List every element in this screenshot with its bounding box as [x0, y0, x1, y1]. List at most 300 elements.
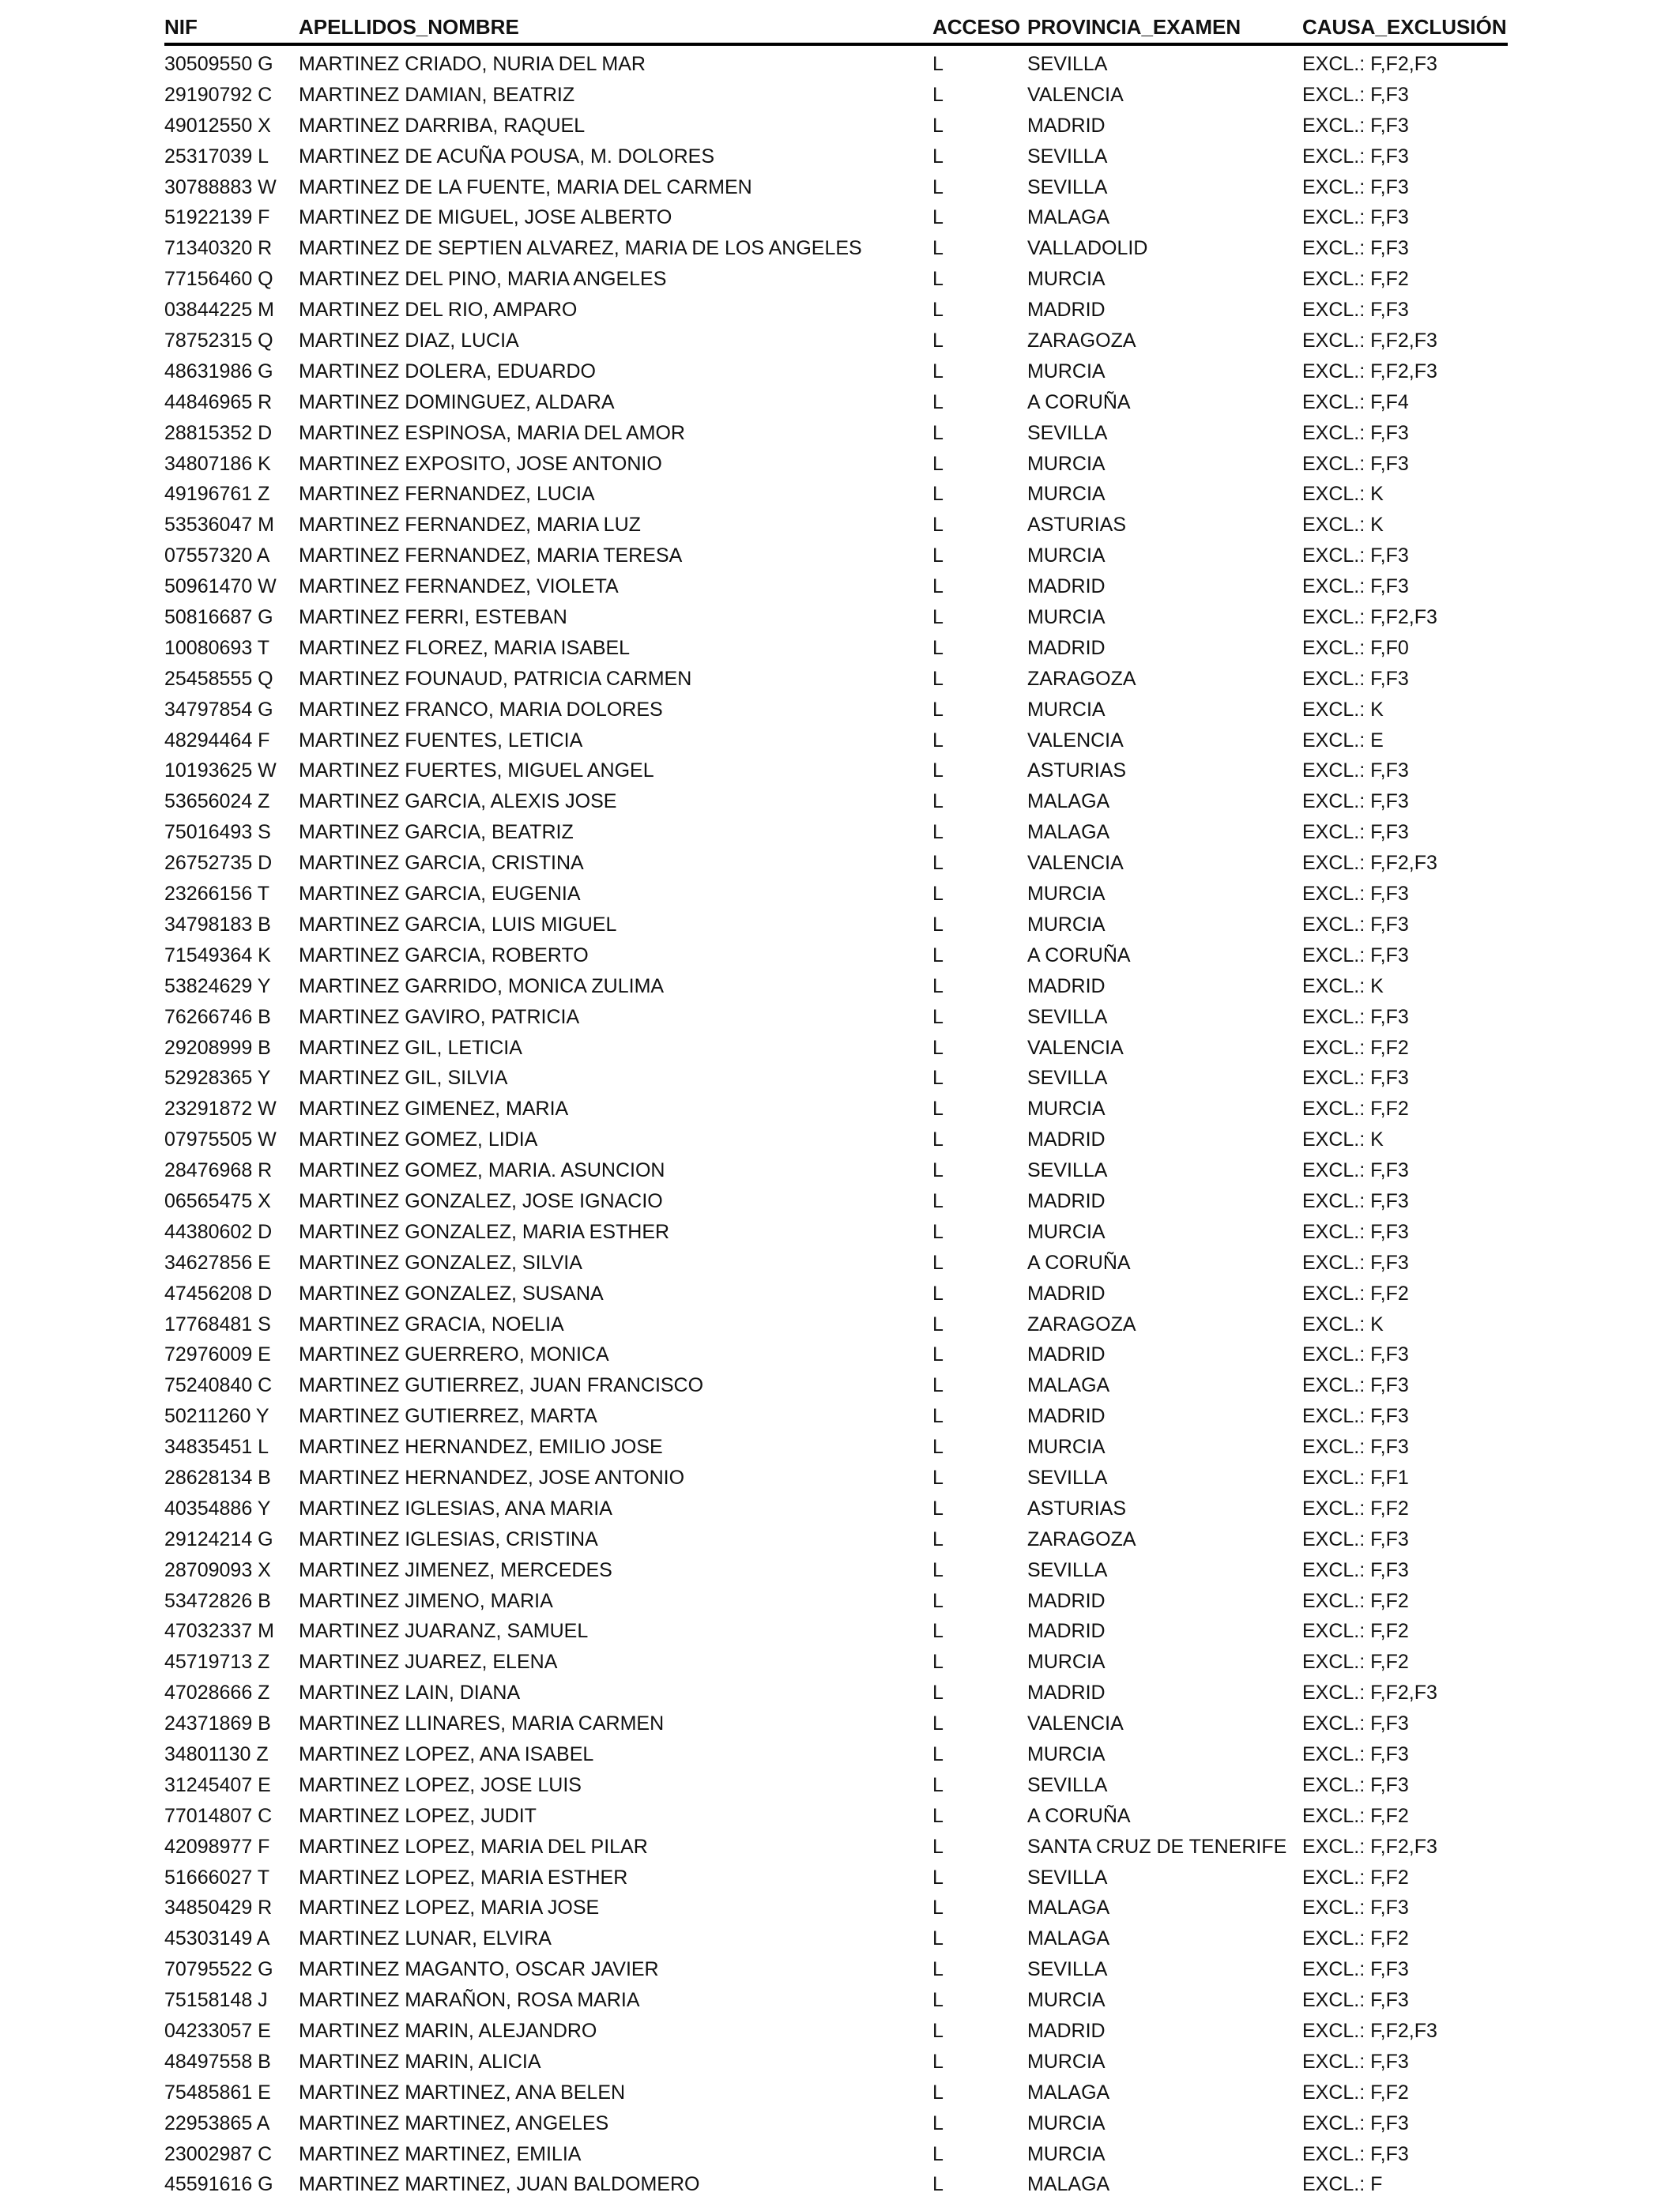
provincia-cell: VALENCIA	[1027, 852, 1124, 875]
causa-cell: EXCL.: F,F3	[1302, 2050, 1409, 2073]
acceso-cell: L	[932, 667, 944, 690]
causa-cell: EXCL.: F,F3	[1302, 1220, 1409, 1243]
nif-cell: 70795522 G	[164, 1958, 273, 1981]
nif-cell: 26752735 D	[164, 852, 273, 875]
name-cell: MARTINEZ GAVIRO, PATRICIA	[299, 1005, 580, 1028]
table-row	[164, 2078, 1508, 2108]
acceso-cell: L	[932, 145, 944, 168]
acceso-cell: L	[932, 974, 944, 997]
provincia-cell: VALENCIA	[1027, 729, 1124, 752]
provincia-cell: SEVILLA	[1027, 1067, 1108, 1090]
table-row	[164, 295, 1508, 326]
table-row	[164, 879, 1508, 910]
provincia-cell: MADRID	[1027, 299, 1106, 322]
nif-cell: 34850429 R	[164, 1897, 273, 1919]
name-cell: MARTINEZ MARIN, ALICIA	[299, 2050, 541, 2073]
table-row	[164, 725, 1508, 756]
causa-cell: EXCL.: F,F3	[1302, 883, 1409, 906]
name-cell: MARTINEZ DOLERA, EDUARDO	[299, 360, 596, 382]
provincia-cell: MADRID	[1027, 1589, 1106, 1612]
causa-cell: EXCL.: F,F3	[1302, 1897, 1409, 1919]
acceso-cell: L	[932, 1804, 944, 1827]
acceso-cell: L	[932, 1159, 944, 1182]
acceso-cell: L	[932, 1528, 944, 1550]
causa-cell: EXCL.: E	[1302, 729, 1384, 752]
causa-cell: EXCL.: F,F3	[1302, 544, 1409, 567]
acceso-cell: L	[932, 53, 944, 75]
acceso-cell: L	[932, 330, 944, 352]
acceso-cell: L	[932, 1313, 944, 1335]
acceso-cell: L	[932, 1589, 944, 1612]
nif-cell: 34807186 K	[164, 452, 271, 475]
causa-cell: EXCL.: F,F3	[1302, 1343, 1409, 1366]
provincia-cell: MADRID	[1027, 1128, 1106, 1151]
name-cell: MARTINEZ MAGANTO, OSCAR JAVIER	[299, 1958, 659, 1981]
provincia-cell: MURCIA	[1027, 1651, 1106, 1674]
name-cell: MARTINEZ LOPEZ, MARIA ESTHER	[299, 1866, 628, 1889]
provincia-cell: MURCIA	[1027, 268, 1106, 291]
nif-cell: 28628134 B	[164, 1466, 271, 1489]
nif-cell: 44380602 D	[164, 1220, 273, 1243]
provincia-cell: SEVILLA	[1027, 421, 1108, 444]
provincia-cell: VALENCIA	[1027, 1036, 1124, 1059]
name-cell: MARTINEZ DIAZ, LUCIA	[299, 330, 519, 352]
acceso-cell: L	[932, 2050, 944, 2073]
acceso-cell: L	[932, 544, 944, 567]
nif-cell: 53536047 M	[164, 514, 275, 537]
name-cell: MARTINEZ LAIN, DIANA	[299, 1682, 521, 1705]
nif-cell: 25458555 Q	[164, 667, 273, 690]
table-row	[164, 664, 1508, 695]
table-row	[164, 202, 1508, 233]
acceso-cell: L	[932, 1466, 944, 1489]
causa-cell: EXCL.: K	[1302, 698, 1384, 721]
acceso-cell: L	[932, 299, 944, 322]
nif-cell: 51922139 F	[164, 206, 270, 229]
causa-cell: EXCL.: F,F2,F3	[1302, 53, 1437, 75]
provincia-cell: MURCIA	[1027, 1098, 1106, 1121]
acceso-cell: L	[932, 636, 944, 659]
provincia-cell: A CORUÑA	[1027, 390, 1131, 413]
acceso-cell: L	[932, 821, 944, 844]
nif-cell: 17768481 S	[164, 1313, 271, 1335]
causa-cell: EXCL.: F,F2,F3	[1302, 1682, 1437, 1705]
name-cell: MARTINEZ JIMENEZ, MERCEDES	[299, 1558, 612, 1581]
acceso-cell: L	[932, 1927, 944, 1950]
acceso-cell: L	[932, 944, 944, 966]
acceso-cell: L	[932, 2142, 944, 2165]
acceso-cell: L	[932, 1835, 944, 1858]
causa-cell: EXCL.: F,F3	[1302, 759, 1409, 782]
table-row	[164, 264, 1508, 295]
causa-cell: EXCL.: F,F3	[1302, 1436, 1409, 1459]
provincia-cell: MADRID	[1027, 1620, 1106, 1643]
acceso-cell: L	[932, 1866, 944, 1889]
name-cell: MARTINEZ GARCIA, ALEXIS JOSE	[299, 790, 617, 813]
table-row	[164, 2047, 1508, 2078]
nif-cell: 45591616 G	[164, 2173, 273, 2196]
acceso-cell: L	[932, 1374, 944, 1397]
causa-cell: EXCL.: F,F2	[1302, 2081, 1409, 2104]
causa-cell: EXCL.: F,F3	[1302, 667, 1409, 690]
nif-cell: 51666027 T	[164, 1866, 269, 1889]
provincia-cell: MURCIA	[1027, 913, 1106, 936]
acceso-cell: L	[932, 1497, 944, 1520]
acceso-cell: L	[932, 483, 944, 506]
table-row	[164, 80, 1508, 111]
nif-cell: 07557320 A	[164, 544, 270, 567]
provincia-cell: MADRID	[1027, 1682, 1106, 1705]
causa-cell: EXCL.: F,F3	[1302, 2142, 1409, 2165]
table-row	[164, 971, 1508, 1002]
name-cell: MARTINEZ ESPINOSA, MARIA DEL AMOR	[299, 421, 685, 444]
acceso-cell: L	[932, 2020, 944, 2042]
causa-cell: EXCL.: F,F2	[1302, 1866, 1409, 1889]
nif-cell: 34627856 E	[164, 1251, 271, 1274]
name-cell: MARTINEZ FRANCO, MARIA DOLORES	[299, 698, 663, 721]
provincia-cell: ZARAGOZA	[1027, 1528, 1136, 1550]
acceso-cell: L	[932, 2173, 944, 2196]
acceso-cell: L	[932, 729, 944, 752]
nif-cell: 24371869 B	[164, 1712, 271, 1735]
provincia-cell: MADRID	[1027, 1189, 1106, 1212]
causa-cell: EXCL.: F,F2,F3	[1302, 1835, 1437, 1858]
nif-cell: 28476968 R	[164, 1159, 273, 1182]
name-cell: MARTINEZ MARIN, ALEJANDRO	[299, 2020, 597, 2042]
table-row	[164, 1370, 1508, 1401]
causa-cell: EXCL.: F,F3	[1302, 1712, 1409, 1735]
name-cell: MARTINEZ GUTIERREZ, JUAN FRANCISCO	[299, 1374, 704, 1397]
table-row	[164, 479, 1508, 510]
acceso-cell: L	[932, 175, 944, 198]
table-row	[164, 1555, 1508, 1586]
causa-cell: EXCL.: F,F1	[1302, 1466, 1409, 1489]
causa-cell: EXCL.: F,F3	[1302, 1189, 1409, 1212]
provincia-cell: SEVILLA	[1027, 1466, 1108, 1489]
name-cell: MARTINEZ MARAÑON, ROSA MARIA	[299, 1989, 640, 2012]
causa-cell: EXCL.: F,F3	[1302, 1773, 1409, 1796]
name-cell: MARTINEZ DEL RIO, AMPARO	[299, 299, 578, 322]
acceso-cell: L	[932, 1189, 944, 1212]
name-cell: MARTINEZ JIMENO, MARIA	[299, 1589, 553, 1612]
header-apellidos-nombre: APELLIDOS_NOMBRE	[299, 15, 519, 39]
table-row	[164, 2139, 1508, 2170]
table-row	[164, 541, 1508, 571]
nif-cell: 10080693 T	[164, 636, 269, 659]
causa-cell: EXCL.: F,F2	[1302, 1927, 1409, 1950]
table-row	[164, 387, 1508, 418]
provincia-cell: MALAGA	[1027, 1897, 1110, 1919]
table-row	[164, 1309, 1508, 1340]
acceso-cell: L	[932, 360, 944, 382]
provincia-cell: ASTURIAS	[1027, 1497, 1127, 1520]
causa-cell: EXCL.: F,F3	[1302, 1958, 1409, 1981]
table-row	[164, 449, 1508, 480]
nif-cell: 77156460 Q	[164, 268, 273, 291]
nif-cell: 52928365 Y	[164, 1067, 271, 1090]
causa-cell: EXCL.: F,F3	[1302, 1067, 1409, 1090]
acceso-cell: L	[932, 1251, 944, 1274]
table-row	[164, 1339, 1508, 1370]
table-row	[164, 1186, 1508, 1217]
nif-cell: 23291872 W	[164, 1098, 277, 1121]
table-row	[164, 1463, 1508, 1494]
acceso-cell: L	[932, 883, 944, 906]
acceso-cell: L	[932, 1651, 944, 1674]
table-row	[164, 510, 1508, 541]
causa-cell: EXCL.: F,F2,F3	[1302, 606, 1437, 629]
nif-cell: 47456208 D	[164, 1282, 273, 1305]
acceso-cell: L	[932, 1405, 944, 1428]
nif-cell: 44846965 R	[164, 390, 273, 413]
table-row	[164, 1863, 1508, 1893]
table-row	[164, 1647, 1508, 1678]
name-cell: MARTINEZ GARCIA, EUGENIA	[299, 883, 581, 906]
header-acceso: ACCESO	[932, 15, 1021, 39]
name-cell: MARTINEZ GONZALEZ, SUSANA	[299, 1282, 604, 1305]
provincia-cell: SEVILLA	[1027, 1773, 1108, 1796]
causa-cell: EXCL.: F,F2	[1302, 1651, 1409, 1674]
provincia-cell: MURCIA	[1027, 2142, 1106, 2165]
provincia-cell: MADRID	[1027, 1405, 1106, 1428]
table-row	[164, 418, 1508, 449]
nif-cell: 40354886 Y	[164, 1497, 271, 1520]
name-cell: MARTINEZ GIL, LETICIA	[299, 1036, 522, 1059]
nif-cell: 77014807 C	[164, 1804, 273, 1827]
acceso-cell: L	[932, 698, 944, 721]
nif-cell: 75016493 S	[164, 821, 271, 844]
table-row	[164, 1063, 1508, 1094]
name-cell: MARTINEZ GRACIA, NOELIA	[299, 1313, 564, 1335]
name-cell: MARTINEZ FERRI, ESTEBAN	[299, 606, 567, 629]
causa-cell: EXCL.: F,F3	[1302, 1405, 1409, 1428]
nif-cell: 25317039 L	[164, 145, 269, 168]
nif-cell: 28815352 D	[164, 421, 273, 444]
table-row	[164, 633, 1508, 664]
table-row	[164, 1832, 1508, 1863]
causa-cell: EXCL.: F,F3	[1302, 575, 1409, 598]
causa-cell: EXCL.: F,F3	[1302, 206, 1409, 229]
table-row	[164, 1155, 1508, 1186]
nif-cell: 53824629 Y	[164, 974, 271, 997]
nif-cell: 50961470 W	[164, 575, 277, 598]
causa-cell: EXCL.: K	[1302, 514, 1384, 537]
causa-cell: EXCL.: F,F3	[1302, 1558, 1409, 1581]
acceso-cell: L	[932, 83, 944, 106]
acceso-cell: L	[932, 852, 944, 875]
provincia-cell: MURCIA	[1027, 883, 1106, 906]
table-row	[164, 233, 1508, 264]
provincia-cell: A CORUÑA	[1027, 1251, 1131, 1274]
name-cell: MARTINEZ MARTINEZ, ANGELES	[299, 2111, 609, 2134]
name-cell: MARTINEZ MARTINEZ, ANA BELEN	[299, 2081, 626, 2104]
causa-cell: EXCL.: F,F2	[1302, 1804, 1409, 1827]
nif-cell: 22953865 A	[164, 2111, 270, 2134]
provincia-cell: MURCIA	[1027, 1220, 1106, 1243]
causa-cell: EXCL.: K	[1302, 483, 1384, 506]
name-cell: MARTINEZ GARCIA, ROBERTO	[299, 944, 589, 966]
provincia-cell: MURCIA	[1027, 1742, 1106, 1765]
causa-cell: EXCL.: F,F4	[1302, 390, 1409, 413]
nif-cell: 49012550 X	[164, 114, 271, 137]
causa-cell: EXCL.: F,F2,F3	[1302, 360, 1437, 382]
table-row	[164, 1954, 1508, 1985]
acceso-cell: L	[932, 913, 944, 936]
name-cell: MARTINEZ DARRIBA, RAQUEL	[299, 114, 586, 137]
table-body	[164, 49, 1508, 2200]
nif-cell: 29124214 G	[164, 1528, 273, 1550]
table-row	[164, 1801, 1508, 1832]
nif-cell: 78752315 Q	[164, 330, 273, 352]
nif-cell: 48497558 B	[164, 2050, 271, 2073]
table-row	[164, 1248, 1508, 1279]
nif-cell: 53472826 B	[164, 1589, 271, 1612]
provincia-cell: VALENCIA	[1027, 83, 1124, 106]
provincia-cell: MALAGA	[1027, 790, 1110, 813]
acceso-cell: L	[932, 514, 944, 537]
name-cell: MARTINEZ DOMINGUEZ, ALDARA	[299, 390, 615, 413]
causa-cell: EXCL.: K	[1302, 1313, 1384, 1335]
causa-cell: EXCL.: F,F3	[1302, 1159, 1409, 1182]
provincia-cell: SEVILLA	[1027, 53, 1108, 75]
name-cell: MARTINEZ MARTINEZ, JUAN BALDOMERO	[299, 2173, 700, 2196]
table-row	[164, 695, 1508, 725]
causa-cell: EXCL.: F,F3	[1302, 913, 1409, 936]
causa-cell: EXCL.: F,F0	[1302, 636, 1409, 659]
table-row	[164, 1616, 1508, 1647]
name-cell: MARTINEZ DE LA FUENTE, MARIA DEL CARMEN	[299, 175, 752, 198]
provincia-cell: MADRID	[1027, 114, 1106, 137]
provincia-cell: MADRID	[1027, 2020, 1106, 2042]
causa-cell: EXCL.: F,F3	[1302, 790, 1409, 813]
name-cell: MARTINEZ FERNANDEZ, VIOLETA	[299, 575, 619, 598]
nif-cell: 29190792 C	[164, 83, 273, 106]
acceso-cell: L	[932, 2081, 944, 2104]
provincia-cell: MURCIA	[1027, 1436, 1106, 1459]
provincia-cell: MALAGA	[1027, 206, 1110, 229]
table-row	[164, 1678, 1508, 1708]
provincia-cell: MURCIA	[1027, 2111, 1106, 2134]
nif-cell: 23266156 T	[164, 883, 269, 906]
provincia-cell: MALAGA	[1027, 1927, 1110, 1950]
acceso-cell: L	[932, 237, 944, 260]
name-cell: MARTINEZ IGLESIAS, CRISTINA	[299, 1528, 598, 1550]
table-row	[164, 1985, 1508, 2016]
name-cell: MARTINEZ GIL, SILVIA	[299, 1067, 508, 1090]
table-row	[164, 1893, 1508, 1923]
table-row	[164, 1094, 1508, 1124]
table-row	[164, 1124, 1508, 1155]
name-cell: MARTINEZ DE MIGUEL, JOSE ALBERTO	[299, 206, 672, 229]
name-cell: MARTINEZ DE ACUÑA POUSA, M. DOLORES	[299, 145, 715, 168]
causa-cell: EXCL.: F,F3	[1302, 114, 1409, 137]
causa-cell: EXCL.: F,F3	[1302, 1742, 1409, 1765]
table-row	[164, 2108, 1508, 2139]
causa-cell: EXCL.: F,F3	[1302, 2111, 1409, 2134]
acceso-cell: L	[932, 1897, 944, 1919]
table-row	[164, 755, 1508, 786]
acceso-cell: L	[932, 1742, 944, 1765]
acceso-cell: L	[932, 268, 944, 291]
table-row	[164, 1739, 1508, 1770]
provincia-cell: SEVILLA	[1027, 1005, 1108, 1028]
name-cell: MARTINEZ DAMIAN, BEATRIZ	[299, 83, 575, 106]
nif-cell: 47032337 M	[164, 1620, 275, 1643]
acceso-cell: L	[932, 575, 944, 598]
nif-cell: 53656024 Z	[164, 790, 270, 813]
provincia-cell: MALAGA	[1027, 2173, 1110, 2196]
name-cell: MARTINEZ GARCIA, CRISTINA	[299, 852, 584, 875]
name-cell: MARTINEZ LUNAR, ELVIRA	[299, 1927, 552, 1950]
acceso-cell: L	[932, 1989, 944, 2012]
table-row	[164, 940, 1508, 971]
table-row	[164, 1279, 1508, 1309]
provincia-cell: MURCIA	[1027, 360, 1106, 382]
name-cell: MARTINEZ GARCIA, LUIS MIGUEL	[299, 913, 617, 936]
name-cell: MARTINEZ IGLESIAS, ANA MARIA	[299, 1497, 612, 1520]
nif-cell: 42098977 F	[164, 1835, 270, 1858]
header-causa-exclusion: CAUSA_EXCLUSIÓN	[1302, 15, 1507, 39]
causa-cell: EXCL.: F,F3	[1302, 452, 1409, 475]
name-cell: MARTINEZ MARTINEZ, EMILIA	[299, 2142, 582, 2165]
acceso-cell: L	[932, 114, 944, 137]
provincia-cell: MALAGA	[1027, 2081, 1110, 2104]
provincia-cell: SEVILLA	[1027, 145, 1108, 168]
nif-cell: 49196761 Z	[164, 483, 270, 506]
causa-cell: EXCL.: K	[1302, 974, 1384, 997]
acceso-cell: L	[932, 1282, 944, 1305]
provincia-cell: MURCIA	[1027, 452, 1106, 475]
table-row	[164, 1923, 1508, 1954]
causa-cell: EXCL.: F,F2	[1302, 268, 1409, 291]
table-row	[164, 786, 1508, 817]
provincia-cell: MALAGA	[1027, 1374, 1110, 1397]
acceso-cell: L	[932, 1712, 944, 1735]
acceso-cell: L	[932, 606, 944, 629]
nif-cell: 03844225 M	[164, 299, 275, 322]
causa-cell: EXCL.: F,F2,F3	[1302, 330, 1437, 352]
causa-cell: EXCL.: F,F3	[1302, 1989, 1409, 2012]
name-cell: MARTINEZ GUERRERO, MONICA	[299, 1343, 609, 1366]
nif-cell: 31245407 E	[164, 1773, 271, 1796]
nif-cell: 50211260 Y	[164, 1405, 269, 1428]
table-row	[164, 141, 1508, 172]
table-row	[164, 571, 1508, 602]
acceso-cell: L	[932, 1005, 944, 1028]
table-row	[164, 1217, 1508, 1248]
table-row	[164, 111, 1508, 141]
nif-cell: 76266746 B	[164, 1005, 271, 1028]
nif-cell: 30788883 W	[164, 175, 277, 198]
nif-cell: 75158148 J	[164, 1989, 268, 2012]
nif-cell: 71549364 K	[164, 944, 271, 966]
name-cell: MARTINEZ HERNANDEZ, EMILIO JOSE	[299, 1436, 663, 1459]
name-cell: MARTINEZ GOMEZ, LIDIA	[299, 1128, 538, 1151]
nif-cell: 07975505 W	[164, 1128, 277, 1151]
provincia-cell: VALENCIA	[1027, 1712, 1124, 1735]
table-row	[164, 1033, 1508, 1064]
nif-cell: 45303149 A	[164, 1927, 270, 1950]
provincia-cell: SEVILLA	[1027, 175, 1108, 198]
causa-cell: EXCL.: F,F2	[1302, 1036, 1409, 1059]
nif-cell: 34797854 G	[164, 698, 273, 721]
causa-cell: EXCL.: F,F2	[1302, 1282, 1409, 1305]
provincia-cell: MALAGA	[1027, 821, 1110, 844]
nif-cell: 48294464 F	[164, 729, 270, 752]
name-cell: MARTINEZ LOPEZ, JOSE LUIS	[299, 1773, 582, 1796]
provincia-cell: A CORUÑA	[1027, 1804, 1131, 1827]
acceso-cell: L	[932, 421, 944, 444]
